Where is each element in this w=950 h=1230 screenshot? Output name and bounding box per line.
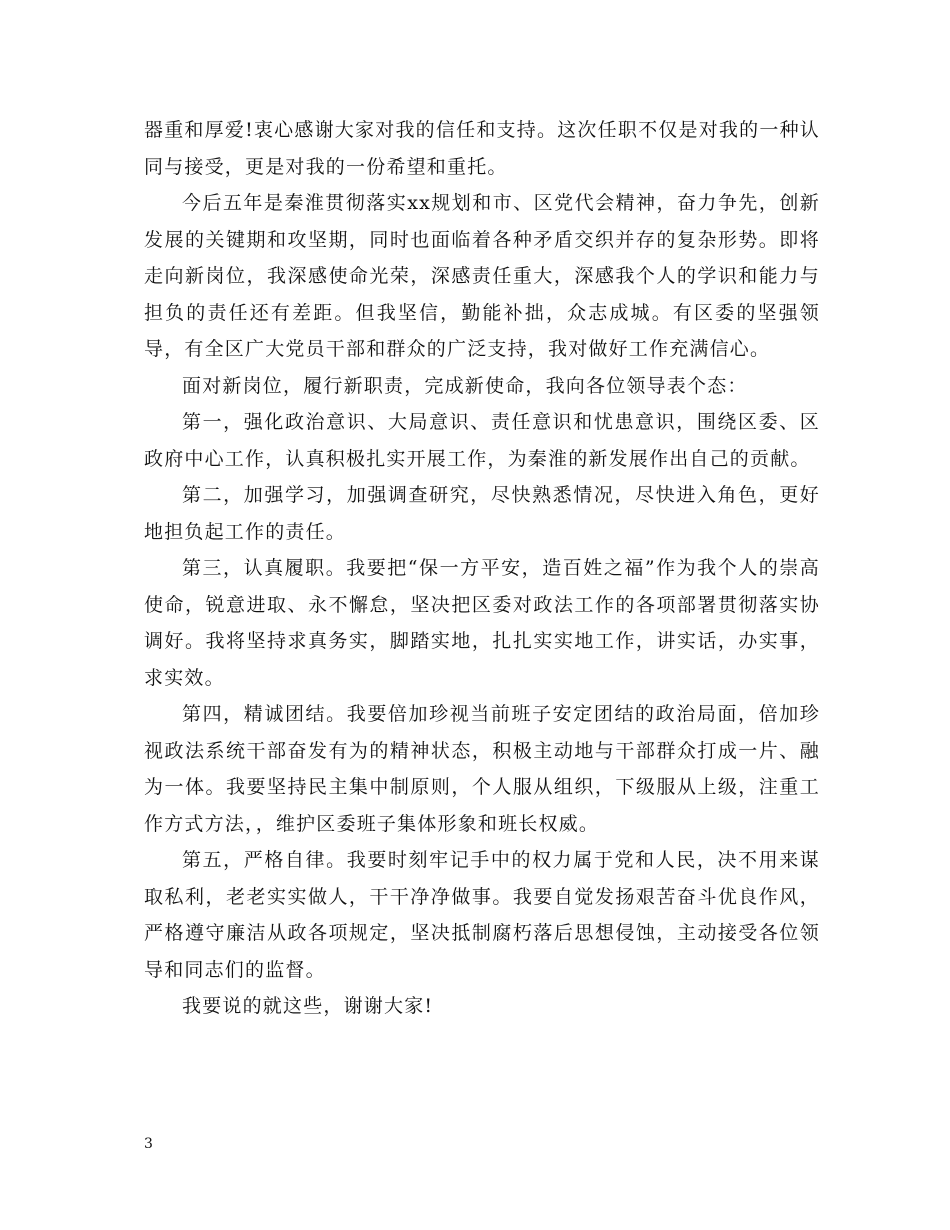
paragraph-2: 今后五年是秦淮贯彻落实xx规划和市、区党代会精神，奋力争先，创新发展的关键期和攻坚期，同时也面临着各种矛盾交织并存的复杂形势。即将走向新岗位，我深感使命光荣，深感责任重大，深感我个人的学识和能力与担负的责任还有差距。但我坚信，勤能补拙，众志成城。有区委的坚强领导，有全区广大党员干部和群众的广泛支持，我对做好工作充满信心。: [144, 192, 820, 360]
paragraph-5: 第二，加强学习，加强调查研究，尽快熟悉情况，尽快进入角色，更好地担负起工作的责任。: [144, 484, 820, 543]
paragraph-3: 面对新岗位，履行新职责，完成新使命，我向各位领导表个态：: [182, 374, 748, 397]
paragraph-4: 第一，强化政治意识、大局意识、责任意识和忧患意识，围绕区委、区政府中心工作，认真积极扎实开展工作，为秦淮的新发展作出自己的贡献。: [144, 411, 820, 470]
paragraph-6: 第三，认真履职。我要把“保一方平安，造百姓之福”作为我个人的崇高使命，锐意进取、永不懈怠，坚决把区委对政法工作的各项部署贯彻落实协调好。我将坚持求真务实，脚踏实地，扎扎实实地工作，讲实话，办实事，求实效。: [144, 557, 820, 689]
paragraph-8: 第五，严格自律。我要时刻牢记手中的权力属于党和人民，决不用来谋取私利，老老实实做人，干干净净做事。我要自觉发扬艰苦奋斗优良作风，严格遵守廉洁从政各项规定，坚决抵制腐朽落后思想侵蚀，主动接受各位领导和同志们的监督。: [144, 849, 820, 981]
paragraph-9: 我要说的就这些，谢谢大家!: [182, 995, 434, 1017]
document-body: [144, 112, 820, 1025]
paragraph-1: 器重和厚爱!衷心感谢大家对我的信任和支持。这次任职不仅是对我的一种认同与接受，更是对我的一份希望和重托。: [144, 119, 820, 178]
paragraph-7: 第四，精诚团结。我要倍加珍视当前班子安定团结的政治局面，倍加珍视政法系统干部奋发有为的精神状态，积极主动地与干部群众打成一片、融为一体。我要坚持民主集中制原则，个人服从组织，下级服从上级，注重工作方式方法，，维护区委班子集体形象和班长权威。: [144, 703, 820, 835]
page-number: 3: [144, 1136, 153, 1152]
